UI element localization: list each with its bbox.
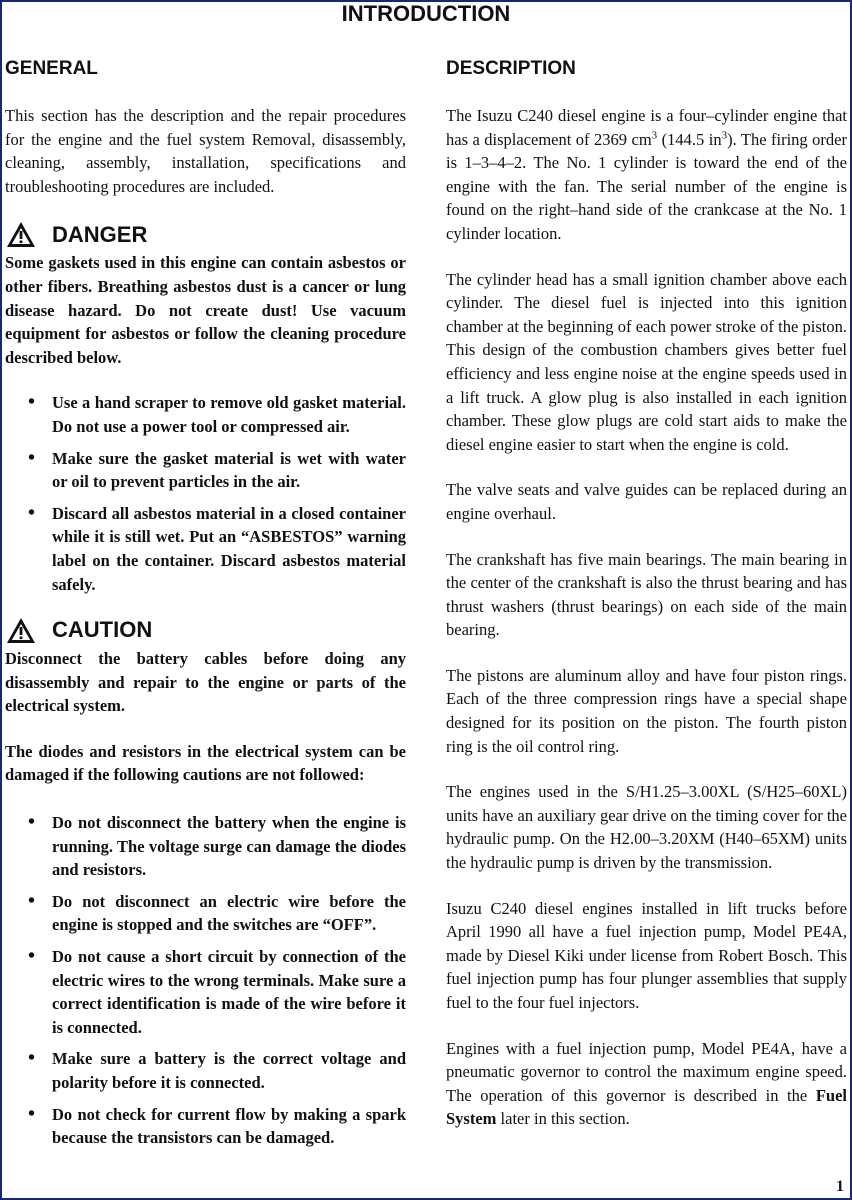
description-paragraph-last bbox=[446, 1037, 847, 1131]
description-paragraph: The engines used in the S/H1.25–3.00XL (S/H25–60XL) units have an auxiliary gear drive on the timing cover for the hydraulic pump. On the H2.00–3.20XM (H40–65XM) units the hydraulic pump is driven by the transmission. bbox=[446, 782, 847, 873]
list-item: • Make sure a battery is the correct voltage and polarity before it is connected. bbox=[5, 1047, 406, 1094]
general-column bbox=[5, 56, 406, 1170]
list-item: • Do not disconnect the battery when the engine is running. The voltage surge can damage the diodes and resistors. bbox=[5, 811, 406, 882]
description-column bbox=[446, 56, 847, 1153]
description-paragraph-1 bbox=[446, 104, 847, 246]
list-item: • Use a hand scraper to remove old gasket material. Do not use a power tool or compressed air. bbox=[5, 391, 406, 438]
text-run: (144.5 in bbox=[657, 129, 722, 149]
page-number: 1 bbox=[836, 1178, 844, 1195]
danger-heading bbox=[5, 220, 406, 248]
danger-label: DANGER bbox=[52, 221, 148, 247]
caution-text-1: Disconnect the battery cables before doing any disassembly and repair to the engine or parts of the electrical system. bbox=[5, 649, 406, 716]
superscript: 3 bbox=[721, 129, 728, 142]
caution-bullet-list bbox=[5, 811, 406, 1150]
text-run: Engines with a fuel injection pump, Model PE4A, have a pneumatic governor to control the maximum engine speed. The operation of this governor is described in the bbox=[446, 1038, 847, 1105]
list-item: • Do not disconnect an electric wire before the engine is stopped and the switches are “OFF”. bbox=[5, 890, 406, 937]
danger-bullet-list bbox=[5, 391, 406, 596]
caution-heading bbox=[5, 616, 406, 644]
description-heading: DESCRIPTION bbox=[446, 58, 576, 79]
danger-text: Some gaskets used in this engine can contain asbestos or other fibers. Breathing asbestos dust is a cancer or lung disease hazard. Do not create dust! Use vacuum equipment for asbestos or follow the cleaning procedure described below. bbox=[5, 253, 406, 367]
superscript: 3 bbox=[651, 129, 658, 142]
page-title: INTRODUCTION bbox=[341, 1, 511, 26]
description-paragraph: The valve seats and valve guides can be replaced during an engine overhaul. bbox=[446, 480, 847, 523]
list-item: • Make sure the gasket material is wet with water or oil to prevent particles in the air. bbox=[5, 447, 406, 494]
warning-triangle-icon bbox=[6, 221, 36, 248]
general-heading: GENERAL bbox=[5, 58, 98, 79]
text-run: later in this section. bbox=[496, 1109, 630, 1129]
list-item: • Do not cause a short circuit by connection of the electric wires to the wrong terminals. Make sure a correct identification is made of the wire before it is connected. bbox=[5, 945, 406, 1039]
warning-triangle-icon bbox=[6, 617, 36, 644]
description-paragraph: The pistons are aluminum alloy and have four piston rings. Each of the three compression rings have a special shape designed for its position on the piston. The fourth piston ring is the oil control ring. bbox=[446, 665, 847, 756]
list-item: • Do not check for current flow by making a spark because the transistors can be damaged. bbox=[5, 1103, 406, 1150]
caution-label: CAUTION bbox=[52, 617, 153, 643]
description-paragraph: The cylinder head has a small ignition chamber above each cylinder. The diesel fuel is injected into this ignition chamber at the beginning of each power stroke of the piston. This design of the combustion chambers gives better fuel efficiency and less engine noise at the engine speeds used in a lift truck. A glow plug is also installed in each ignition chamber. These glow plugs are cold start aids to make the diesel engine easier to start when the engine is cold. bbox=[446, 269, 847, 454]
text-run: The Isuzu C240 diesel engine is a four–cylinder engine that has a displacement of 2369 cm bbox=[446, 106, 847, 149]
fuel-system-reference: Fuel System bbox=[446, 1085, 847, 1129]
list-item: • Discard all asbestos material in a closed container while it is still wet. Put an “ASBESTOS” warning label on the container. Discard asbestos material safely. bbox=[5, 502, 406, 596]
general-intro: This section has the description and the repair procedures for the engine and the fuel system Removal, disassembly, cleaning, assembly, installation, specifications and troubleshooting procedures are included. bbox=[5, 106, 406, 196]
text-run: ). The firing order is 1–3–4–2. The No. 1 cylinder is toward the end of the engine with the fan. The serial number of the engine is found on the right–hand side of the crankcase at the No. 1 cylinder location. bbox=[446, 129, 847, 243]
description-paragraph: Isuzu C240 diesel engines installed in lift trucks before April 1990 all have a fuel injection pump, Model PE4A, made by Diesel Kiki under license from Robert Bosch. This fuel injection pump has four plunger assemblies that supply fuel to the four fuel injectors. bbox=[446, 898, 847, 1012]
description-paragraph: The crankshaft has five main bearings. The main bearing in the center of the crankshaft is also the thrust bearing and has thrust washers (thrust bearings) on each side of the main bearing. bbox=[446, 549, 847, 640]
caution-text-2: The diodes and resistors in the electrical system can be damaged if the following cautions are not followed: bbox=[5, 741, 406, 785]
